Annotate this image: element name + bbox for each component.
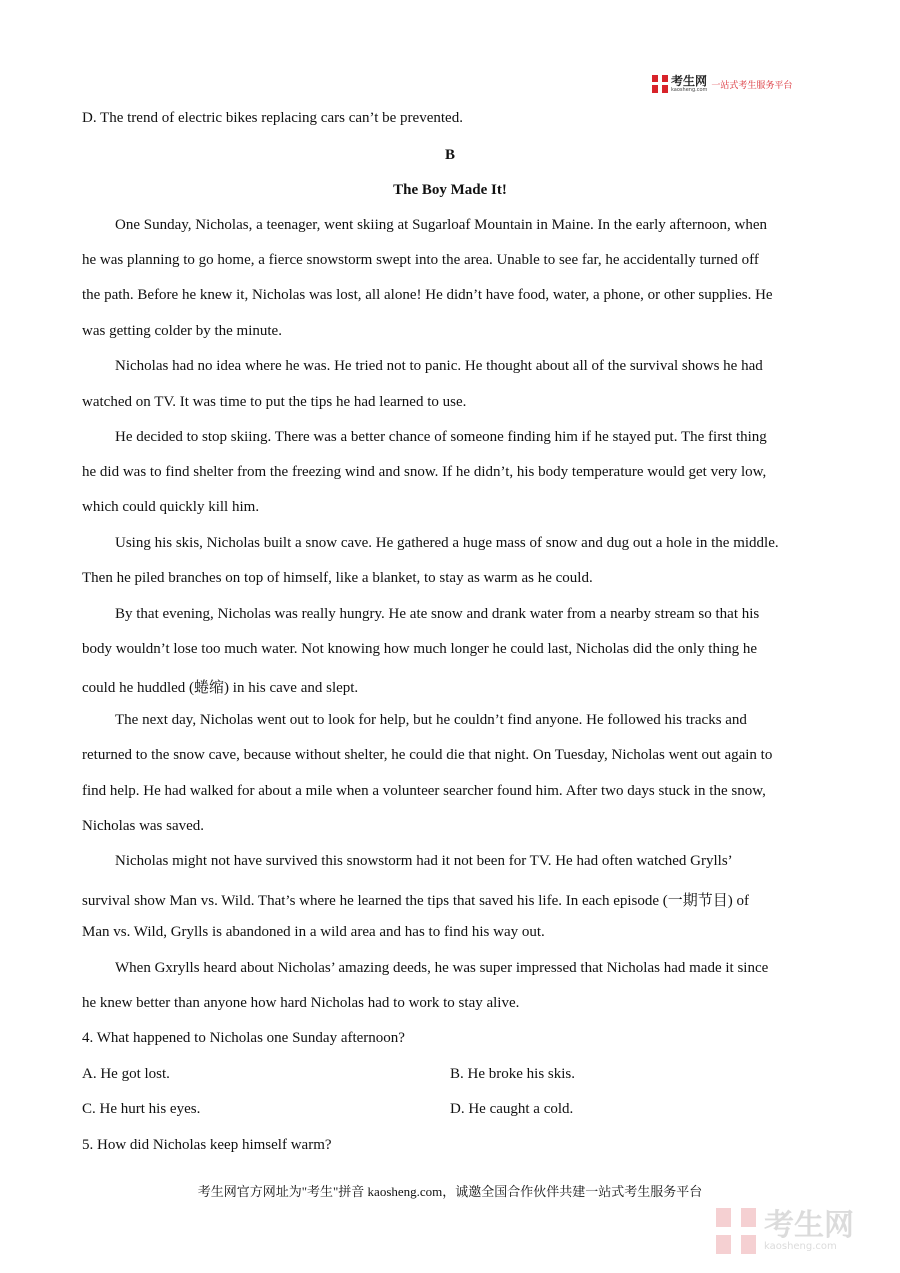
question-4: 4. What happened to Nicholas one Sunday afternoon? bbox=[82, 1030, 405, 1046]
passage-line: Nicholas might not have survived this snowstorm had it not been for TV. He had often watched Grylls’ bbox=[115, 853, 733, 869]
logo-domain: kaosheng.com bbox=[671, 86, 708, 93]
passage-line: He decided to stop skiing. There was a better chance of someone finding him if he stayed put. The first thing bbox=[115, 429, 767, 445]
passage-line: find help. He had walked for about a mile when a volunteer searcher found him. After two days stuck in the snow, bbox=[82, 783, 766, 799]
q4-option-c: C. He hurt his eyes. bbox=[82, 1101, 201, 1117]
passage-line: The next day, Nicholas went out to look for help, but he couldn’t find anyone. He followed his tracks and bbox=[115, 712, 747, 728]
q4-option-b: B. He broke his skis. bbox=[450, 1066, 575, 1082]
passage-line: One Sunday, Nicholas, a teenager, went skiing at Sugarloaf Mountain in Maine. In the early afternoon, when bbox=[115, 217, 767, 233]
prev-option-d: D. The trend of electric bikes replacing cars can’t be prevented. bbox=[82, 110, 463, 126]
passage-line: the path. Before he knew it, Nicholas was lost, all alone! He didn’t have food, water, a phone, or other supplies. He bbox=[82, 287, 773, 303]
passage-line: Man vs. Wild, Grylls is abandoned in a wild area and has to find his way out. bbox=[82, 924, 545, 940]
q4-option-a: A. He got lost. bbox=[82, 1066, 170, 1082]
watermark-name: 考生网 bbox=[764, 1207, 854, 1243]
watermark-logo-icon bbox=[716, 1208, 756, 1254]
kaosheng-logo-icon bbox=[652, 75, 668, 93]
passage-line: he did was to find shelter from the freezing wind and snow. If he didn’t, his body temperature would get very low, bbox=[82, 464, 767, 480]
question-5: 5. How did Nicholas keep himself warm? bbox=[82, 1137, 332, 1153]
passage-line: Then he piled branches on top of himself, like a blanket, to stay as warm as he could. bbox=[82, 570, 593, 586]
header-logo bbox=[652, 73, 822, 95]
passage-line: Nicholas had no idea where he was. He tried not to panic. He thought about all of the survival shows he had bbox=[115, 358, 763, 374]
passage-title: The Boy Made It! bbox=[393, 182, 507, 198]
q4-option-d: D. He caught a cold. bbox=[450, 1101, 574, 1117]
page-footer: 考生网官方网址为"考生"拼音 kaosheng.com，诚邀全国合作伙伴共建一站式考生服务平台 bbox=[197, 1184, 703, 1199]
passage-line: he knew better than anyone how hard Nicholas had to work to stay alive. bbox=[82, 995, 520, 1011]
passage-line: which could quickly kill him. bbox=[82, 499, 260, 515]
passage-line: could he huddled (蜷缩) in his cave and slept. bbox=[82, 680, 359, 696]
watermark bbox=[716, 1206, 886, 1256]
section-label: B bbox=[444, 147, 455, 163]
logo-slogan: 一站式考生服务平台 bbox=[711, 80, 793, 91]
passage-line: When Gxrylls heard about Nicholas’ amazing deeds, he was super impressed that Nicholas had made it since bbox=[115, 960, 769, 976]
logo-name: 考生网 bbox=[671, 73, 708, 88]
passage-line: was getting colder by the minute. bbox=[82, 323, 282, 339]
watermark-domain: kaosheng.com bbox=[764, 1240, 837, 1252]
logo-wordmark bbox=[671, 73, 708, 93]
passage-line: Nicholas was saved. bbox=[82, 818, 205, 834]
passage-line: returned to the snow cave, because without shelter, he could die that night. On Tuesday, Nicholas went out again to bbox=[82, 747, 773, 763]
passage-line: By that evening, Nicholas was really hungry. He ate snow and drank water from a nearby stream so that his bbox=[115, 606, 760, 622]
passage-line: Using his skis, Nicholas built a snow cave. He gathered a huge mass of snow and dug out a hole in the middle. bbox=[115, 535, 779, 551]
passage-line: watched on TV. It was time to put the tips he had learned to use. bbox=[82, 394, 467, 410]
passage-line: body wouldn’t lose too much water. Not knowing how much longer he could last, Nicholas did the only thing he bbox=[82, 641, 758, 657]
passage-line: he was planning to go home, a fierce snowstorm swept into the area. Unable to see far, he accidentally turned off bbox=[82, 252, 759, 268]
passage-line: survival show Man vs. Wild. That’s where he learned the tips that saved his life. In each episode (一期节目) of bbox=[82, 893, 750, 909]
